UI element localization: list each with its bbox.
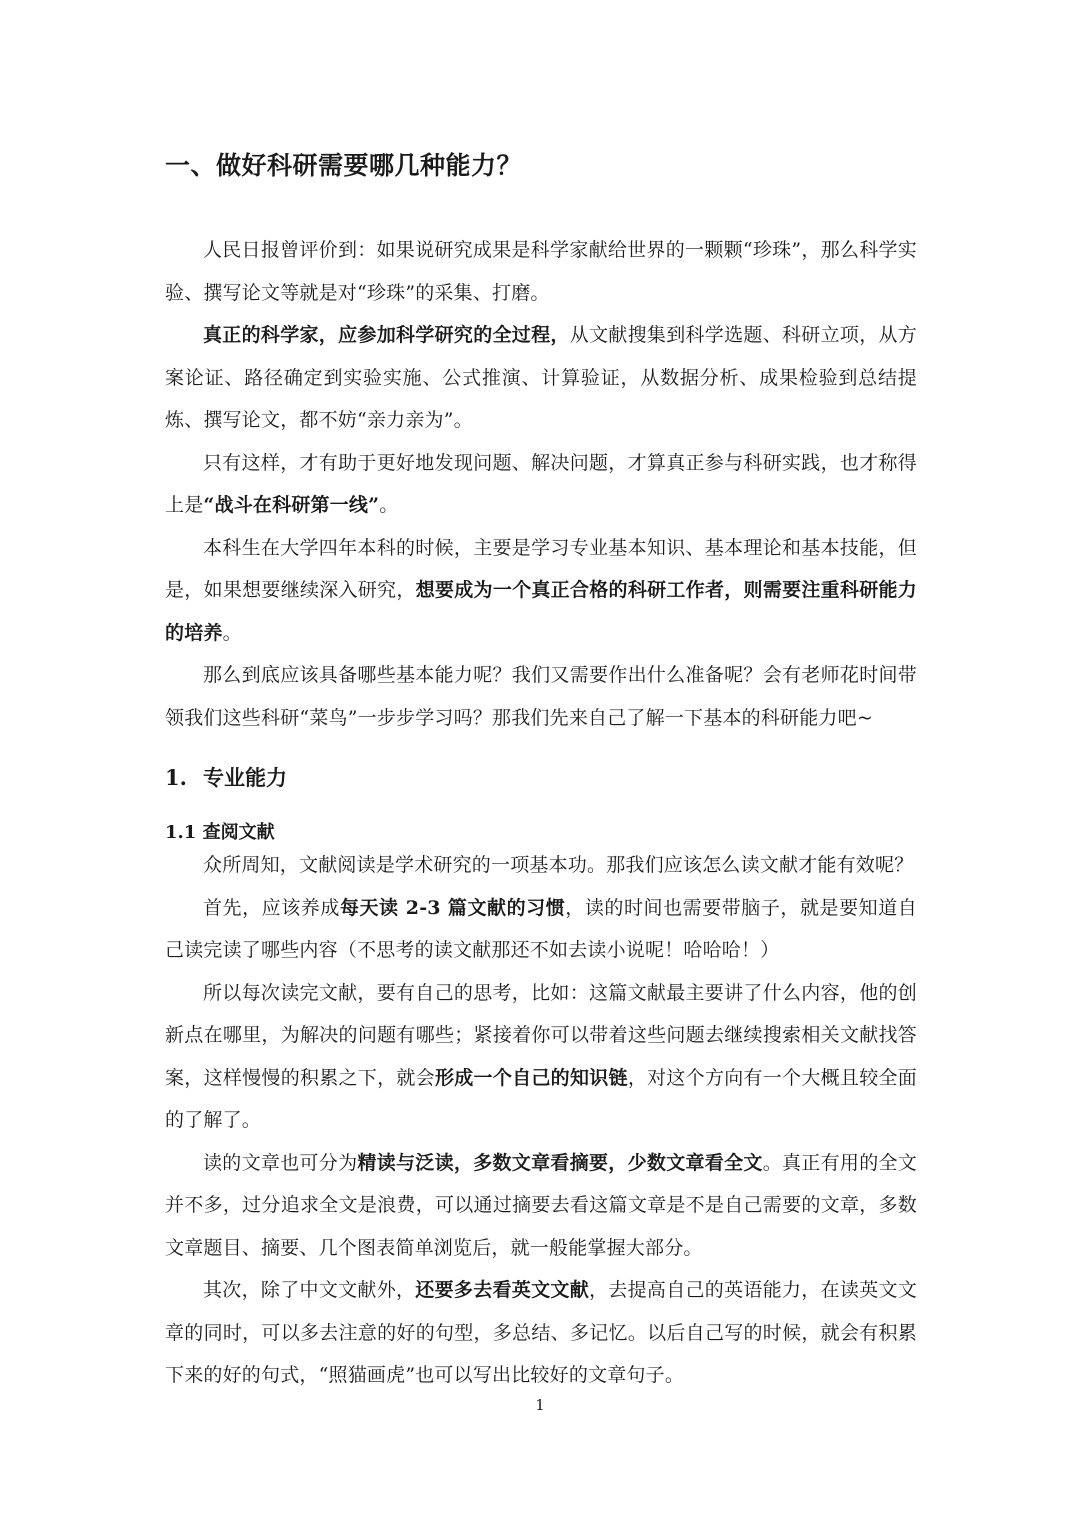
text-run: 所以每次读完文献，要有自己的思考，比如：这篇文献最主要讲了什么内容，他的创新点在哪里，为解决的问题有哪些；紧接着你可以带着这些问题去继续搜索相关文献找答案，这样慢慢的积累之下，就会 <box>165 981 917 1089</box>
paragraph <box>165 654 917 739</box>
text-run: 只有这样，才有助于更好地发现问题、解决问题，才算真正参与科研实践，也才称得上是 <box>165 451 917 516</box>
paragraph <box>165 229 917 314</box>
bold-text-run: 还要多去看英文文献 <box>415 1279 589 1301</box>
paragraph <box>165 887 917 972</box>
paragraph <box>165 844 917 887</box>
page-number: 1 <box>535 1396 545 1414</box>
text-run: 首先，应该养成 <box>203 896 340 919</box>
bold-text-run: 每天读 2-3 篇文献的习惯 <box>339 896 566 919</box>
text-run: ，去提高自己的英语能力，在读英文文章的同时，可以多去注意的好的句型，多总结、多记忆。以后自己写的时候，就会有积累下来的好的句式，“照猫画虎”也可以写出比较好的文章句子。 <box>165 1279 917 1386</box>
text-run: 人民日报曾评价到：如果说研究成果是科学家献给世界的一颗颗“珍珠”，那么科学实验、撰写论文等就是对“珍珠”的采集、打磨。 <box>165 239 917 304</box>
paragraph <box>165 527 917 655</box>
text-run: 本科生在大学四年本科的时候，主要是学习专业基本知识、基本理论和基本技能，但是，如果想要继续深入研究， <box>165 536 917 601</box>
text-run: 。真正有用的全文并不多，过分追求全文是浪费，可以通过摘要去看这篇文章是不是自己需要的文章，多数文章题目、摘要、几个图表简单浏览后，就一般能掌握大部分。 <box>165 1151 917 1259</box>
paragraph <box>165 1142 917 1270</box>
text-run: ，读的时间也需要带脑子，就是要知道自己读完读了哪些内容（不思考的读文献那还不如去读小说呢！哈哈哈！） <box>165 896 917 961</box>
section-heading <box>165 762 287 792</box>
bold-text-run: 精读与泛读，多数文章看摘要，少数文章看全文 <box>357 1151 763 1174</box>
text-run: 从文献搜集到科学选题、科研立项，从方案论证、路径确定到实验实施、公式推演、计算验证，从数据分析、成果检验到总结提炼、撰写论文，都不妨“亲力亲为”。 <box>165 324 917 431</box>
bold-text-run: 形成一个自己的知识链 <box>434 1066 628 1089</box>
text-run: 其次，除了中文文献外， <box>203 1279 416 1301</box>
section-title: 专业能力 <box>203 765 287 790</box>
text-run: 众所周知，文献阅读是学术研究的一项基本功。那我们应该怎么读文献才能有效呢？ <box>203 854 914 876</box>
body-paragraphs <box>165 844 917 1397</box>
intro-paragraphs <box>165 229 917 739</box>
text-run: 读的文章也可分为 <box>203 1151 358 1174</box>
paragraph <box>165 1269 917 1397</box>
text-run: 。 <box>379 494 399 516</box>
paragraph <box>165 314 917 442</box>
paragraph <box>165 972 917 1142</box>
text-run: 那么到底应该具备哪些基本能力呢？我们又需要作出什么准备呢？会有老师花时间带领我们这些科研“菜鸟”一步步学习吗？那我们先来自己了解一下基本的科研能力吧~ <box>165 664 917 729</box>
paragraph <box>165 442 917 527</box>
subsection-heading: 1.1 查阅文献 <box>165 822 275 843</box>
section-number: 1. <box>165 765 187 790</box>
text-run: 。 <box>222 621 242 644</box>
text-run: ，对这个方向有一个大概且较全面的了解了。 <box>165 1066 917 1131</box>
page-heading: 一、做好科研需要哪几种能力？ <box>165 151 523 180</box>
bold-text-run: 想要成为一个真正合格的科研工作者，则需要注重科研能力的培养 <box>165 579 918 644</box>
bold-text-run: 真正的科学家，应参加科学研究的全过程， <box>203 324 570 346</box>
bold-text-run: “战斗在科研第一线” <box>203 494 380 516</box>
